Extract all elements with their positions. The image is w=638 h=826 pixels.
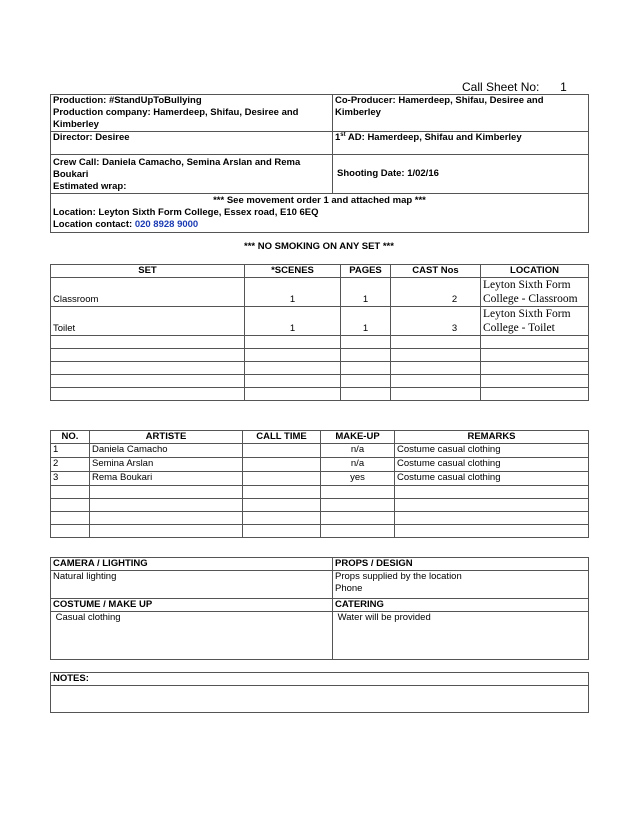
table-row — [51, 472, 589, 486]
artiste-no: 3 — [51, 472, 90, 486]
set-name: Toilet — [51, 307, 245, 336]
first-ad-sup: st — [340, 131, 346, 138]
table-row — [51, 388, 589, 401]
artiste-remarks: Costume casual clothing — [395, 472, 589, 486]
props-design-cell — [333, 571, 589, 599]
artiste-call-time — [243, 472, 321, 486]
props-design-text-1: Props supplied by the location — [335, 571, 462, 582]
location-cell — [51, 194, 589, 233]
sets-header-cast: CAST Nos — [391, 265, 481, 278]
sets-table — [50, 264, 589, 401]
location-contact-phone: 020 8928 9000 — [134, 219, 199, 230]
call-sheet-number: 1 — [560, 80, 567, 94]
call-sheet-header — [462, 80, 567, 94]
artiste-name: Rema Boukari — [90, 472, 243, 486]
artiste-name: Daniela Camacho — [90, 444, 243, 458]
location: Location: Leyton Sixth Form College, Essex road, E10 6EQ — [53, 207, 319, 218]
artiste-call-time — [243, 444, 321, 458]
set-scenes: 1 — [245, 278, 341, 307]
production-title: Production: #StandUpToBullying — [53, 95, 202, 106]
set-location: Leyton Sixth Form College - Classroom — [481, 278, 589, 307]
camera-lighting-text: Natural lighting — [51, 571, 333, 599]
costume-makeup-text: Casual clothing — [51, 612, 333, 660]
notes-text — [51, 686, 589, 713]
artistes-header-makeup: MAKE-UP — [321, 431, 395, 444]
table-row — [51, 525, 589, 538]
table-row — [51, 375, 589, 388]
props-design-text-2: Phone — [335, 583, 363, 594]
table-row — [51, 349, 589, 362]
call-sheet-label: Call Sheet No: — [462, 80, 540, 94]
crew-call-cell — [51, 155, 333, 194]
artiste-remarks: Costume casual clothing — [395, 444, 589, 458]
props-design-label: PROPS / DESIGN — [333, 558, 589, 571]
costume-makeup-label: COSTUME / MAKE UP — [51, 599, 333, 612]
table-row — [51, 512, 589, 525]
artiste-makeup: n/a — [321, 444, 395, 458]
catering-text: Water will be provided — [333, 612, 589, 660]
artistes-header-call-time: CALL TIME — [243, 431, 321, 444]
artistes-table — [50, 430, 589, 538]
artiste-call-time — [243, 458, 321, 472]
table-row — [51, 307, 589, 336]
artiste-remarks: Costume casual clothing — [395, 458, 589, 472]
set-cast: 3 — [391, 307, 481, 336]
location-contact — [53, 219, 586, 231]
crew-call: Crew Call: Daniela Camacho, Semina Arslan and Rema Boukari — [53, 157, 301, 180]
first-ad — [333, 132, 589, 155]
sets-header-pages: PAGES — [341, 265, 391, 278]
table-row — [51, 458, 589, 472]
artiste-makeup: yes — [321, 472, 395, 486]
notes-table — [50, 672, 589, 713]
artiste-no: 2 — [51, 458, 90, 472]
table-row — [51, 486, 589, 499]
departments-table — [50, 557, 589, 660]
table-row — [51, 278, 589, 307]
artistes-header-no: NO. — [51, 431, 90, 444]
set-location: Leyton Sixth Form College - Toilet — [481, 307, 589, 336]
sets-header-scenes: *SCENES — [245, 265, 341, 278]
no-smoking-notice: *** NO SMOKING ON ANY SET *** — [244, 241, 394, 252]
sets-header-set: SET — [51, 265, 245, 278]
set-name: Classroom — [51, 278, 245, 307]
production-company: Production company: Hamerdeep, Shifau, Desiree and Kimberley — [53, 107, 299, 130]
set-scenes: 1 — [245, 307, 341, 336]
artiste-name: Semina Arslan — [90, 458, 243, 472]
table-row — [51, 336, 589, 349]
notes-label: NOTES: — [51, 673, 589, 686]
artistes-header-artiste: ARTISTE — [90, 431, 243, 444]
first-ad-prefix: 1 — [335, 132, 341, 143]
production-cell — [51, 95, 333, 132]
camera-lighting-label: CAMERA / LIGHTING — [51, 558, 333, 571]
shooting-date-text: Shooting Date: 1/02/16 — [337, 168, 439, 179]
first-ad-rest: AD: Hamerdeep, Shifau and Kimberley — [345, 132, 522, 143]
location-contact-label: Location contact: — [53, 219, 135, 230]
artistes-header-remarks: REMARKS — [395, 431, 589, 444]
table-row — [51, 444, 589, 458]
shooting-date — [333, 155, 589, 194]
set-pages: 1 — [341, 307, 391, 336]
co-producer: Co-Producer: Hamerdeep, Shifau, Desiree and Kimberley — [333, 95, 589, 132]
table-row — [51, 499, 589, 512]
catering-label: CATERING — [333, 599, 589, 612]
artiste-no: 1 — [51, 444, 90, 458]
production-info-table — [50, 94, 589, 233]
set-pages: 1 — [341, 278, 391, 307]
movement-order: *** See movement order 1 and attached map *** — [213, 195, 426, 206]
set-cast: 2 — [391, 278, 481, 307]
artiste-makeup: n/a — [321, 458, 395, 472]
director: Director: Desiree — [51, 132, 333, 155]
estimated-wrap: Estimated wrap: — [53, 181, 127, 192]
table-row — [51, 362, 589, 375]
sets-header-location: LOCATION — [481, 265, 589, 278]
